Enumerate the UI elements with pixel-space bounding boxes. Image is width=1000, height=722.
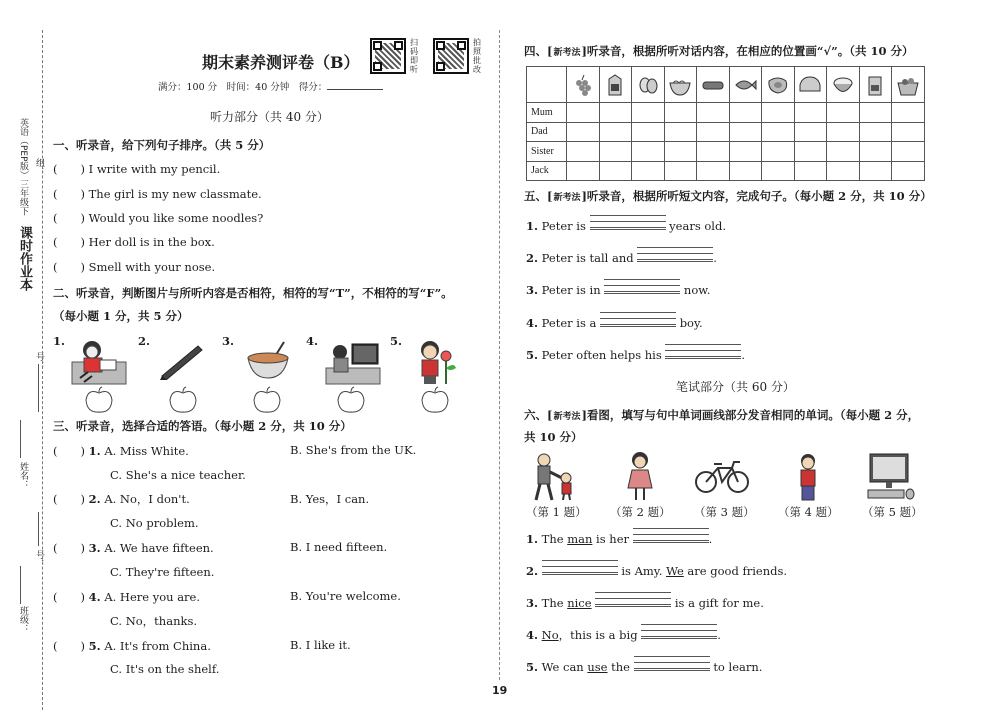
answer-blank[interactable]	[542, 561, 618, 575]
choice-question: ( ) 1. A. Miss White.	[53, 444, 189, 458]
grade-qr-code[interactable]	[433, 38, 469, 74]
section4-title: 四、[新考法]听录音，根据所听对话内容，在相应的位置画“√”。（共 10 分）	[524, 44, 914, 58]
answer-blank[interactable]	[634, 657, 710, 671]
answer-blank[interactable]	[590, 216, 666, 230]
answer-blank[interactable]	[637, 248, 713, 262]
seat-line	[38, 512, 39, 546]
choice-option: C. No，thanks.	[110, 614, 198, 628]
choice-option: B. She's from the UK.	[290, 443, 417, 457]
food-check-table	[526, 66, 925, 181]
side-strip	[0, 0, 44, 722]
meat-icon	[766, 73, 790, 97]
new-method-tag: 新考法	[553, 412, 581, 422]
name-label: 姓名：	[18, 462, 28, 489]
choice-option: B. Yes，I can.	[290, 492, 370, 506]
answer-apple[interactable]	[420, 386, 450, 414]
choice-option: C. No problem.	[110, 516, 199, 530]
picture-caption: （第 4 题）	[778, 505, 839, 519]
grade-qr-label: 拍照批改	[473, 38, 481, 74]
list-item: ( ) Her doll is in the box.	[53, 235, 215, 249]
choice-question: ( ) 4. A. Here you are.	[53, 590, 201, 604]
fill-sentence: 1. Peter is years old.	[526, 216, 726, 233]
pic-number: 5.	[390, 334, 403, 348]
man-with-girl-picture	[522, 452, 582, 502]
choice-option: B. I need fifteen.	[290, 540, 388, 554]
answer-blank[interactable]	[595, 593, 671, 607]
section5-title: 五、[新考法]听录音，根据所听短文内容，完成句子。（每小题 2 分，共 10 分）	[524, 189, 932, 203]
section1-title: 一、听录音，给下列句子排序。（共 5 分）	[53, 138, 271, 152]
group-label: 组：	[34, 158, 44, 176]
answer-apple[interactable]	[252, 386, 282, 414]
list-item: ( ) The girl is my new classmate.	[53, 187, 262, 201]
choice-question: ( ) 3. A. We have fifteen.	[53, 541, 214, 555]
answer-blank[interactable]	[665, 345, 741, 359]
fill-sentence: 3. Peter is in now.	[526, 280, 710, 297]
fish-icon	[733, 73, 757, 97]
section3-title: 三、听录音，选择合适的答语。（每小题 2 分，共 10 分）	[53, 419, 352, 433]
book-subject: 英语（PEP版）三年级下	[18, 118, 28, 216]
fill-sentence: 2. Peter is tall and .	[526, 248, 717, 265]
fill-sentence: 3. The nice is a gift for me.	[526, 593, 764, 610]
answer-apple[interactable]	[84, 386, 114, 414]
boy-picture	[790, 452, 826, 502]
eggs-icon	[636, 73, 660, 97]
picture-caption: （第 3 题）	[694, 505, 755, 519]
fill-sentence: 2. is Amy. We are good friends.	[526, 561, 787, 578]
pic-number: 3.	[222, 334, 235, 348]
noodle-bowl-picture	[244, 338, 292, 382]
choice-option: C. They're fifteen.	[110, 565, 215, 579]
computer-picture	[866, 452, 916, 500]
answer-apple[interactable]	[336, 386, 366, 414]
answer-apple[interactable]	[168, 386, 198, 414]
choice-question: ( ) 2. A. No，I don't.	[53, 492, 190, 506]
picture-caption: （第 1 题）	[526, 505, 587, 519]
answer-blank[interactable]	[633, 529, 709, 543]
list-item: ( ) Smell with your nose.	[53, 260, 216, 274]
list-item: ( ) I write with my pencil.	[53, 162, 221, 176]
choice-option: B. You're welcome.	[290, 589, 401, 603]
picture-caption: （第 5 题）	[862, 505, 923, 519]
pencil-picture	[158, 340, 206, 380]
listening-heading: 听力部分（共 40 分）	[210, 110, 329, 124]
bike-picture	[694, 456, 750, 496]
fill-sentence: 5. We can use the to learn.	[526, 657, 762, 674]
writing-heading: 笔试部分（共 60 分）	[676, 380, 795, 394]
choice-option: B. I like it.	[290, 638, 351, 652]
salad-box-icon	[896, 73, 920, 97]
listen-qr-code[interactable]	[370, 38, 406, 74]
choice-question: ( ) 5. A. It's from China.	[53, 639, 211, 653]
score-line	[158, 79, 383, 93]
fill-sentence: 4. No，this is a big .	[526, 625, 721, 643]
section2-title: 二、听录音，判断图片与所听内容是否相符，相符的写“T”，不相符的写“F”。	[53, 286, 453, 300]
fill-sentence: 5. Peter often helps his .	[526, 345, 745, 362]
milk-carton-icon	[603, 73, 627, 97]
answer-blank[interactable]	[641, 625, 717, 639]
score-text: 满分：100 分 时间：40 分钟 得分：	[158, 82, 328, 93]
column-divider	[499, 30, 500, 680]
choice-option: C. She's a nice teacher.	[110, 468, 246, 482]
page-number: 19	[492, 684, 508, 697]
binding-line	[42, 30, 43, 710]
table-row: Sister	[527, 142, 925, 162]
bread-icon	[798, 73, 822, 97]
computer-boy-picture	[324, 338, 382, 386]
noodles-icon	[668, 73, 692, 97]
rice-bowl-icon	[831, 73, 855, 97]
section6-title-cont: 共 10 分）	[524, 430, 583, 444]
pic-number: 2.	[138, 334, 151, 348]
number-line	[38, 364, 39, 412]
name-line	[20, 420, 21, 458]
class-label: 班级：	[18, 606, 28, 633]
new-method-tag: 新考法	[553, 48, 581, 58]
pic-number: 1.	[53, 334, 66, 348]
section6-title: 六、[新考法]看图，填写与句中单词画线部分发音相同的单词。（每小题 2 分，	[524, 408, 920, 422]
juice-icon	[863, 73, 887, 97]
girl-picture	[622, 450, 658, 502]
grapes-icon	[571, 73, 595, 97]
sausage-icon	[701, 73, 725, 97]
page-title: 期末素养测评卷（B）	[202, 53, 360, 72]
list-item: ( ) Would you like some noodles?	[53, 211, 264, 225]
table-row: Dad	[527, 122, 925, 142]
section2-sub: （每小题 1 分，共 5 分）	[53, 309, 189, 323]
table-row: Jack	[527, 161, 925, 181]
class-line	[20, 566, 21, 604]
fill-sentence: 1. The man is her .	[526, 529, 712, 546]
answer-blank[interactable]	[600, 313, 676, 327]
pic-number: 4.	[306, 334, 319, 348]
fill-sentence: 4. Peter is a boy.	[526, 313, 703, 330]
table-row: Mum	[527, 103, 925, 123]
choice-option: C. It's on the shelf.	[110, 662, 220, 676]
seat-label: 号：	[34, 550, 44, 568]
picture-caption: （第 2 题）	[610, 505, 671, 519]
answer-blank[interactable]	[604, 280, 680, 294]
number-label: 号：	[34, 352, 44, 370]
girl-reading-picture	[70, 336, 128, 386]
listen-qr-label: 扫码即听	[410, 38, 418, 74]
new-method-tag: 新考法	[553, 193, 581, 203]
table-header-row	[527, 67, 925, 103]
boy-smelling-flower-picture	[412, 338, 464, 386]
book-title: 课时作业本	[17, 226, 32, 291]
